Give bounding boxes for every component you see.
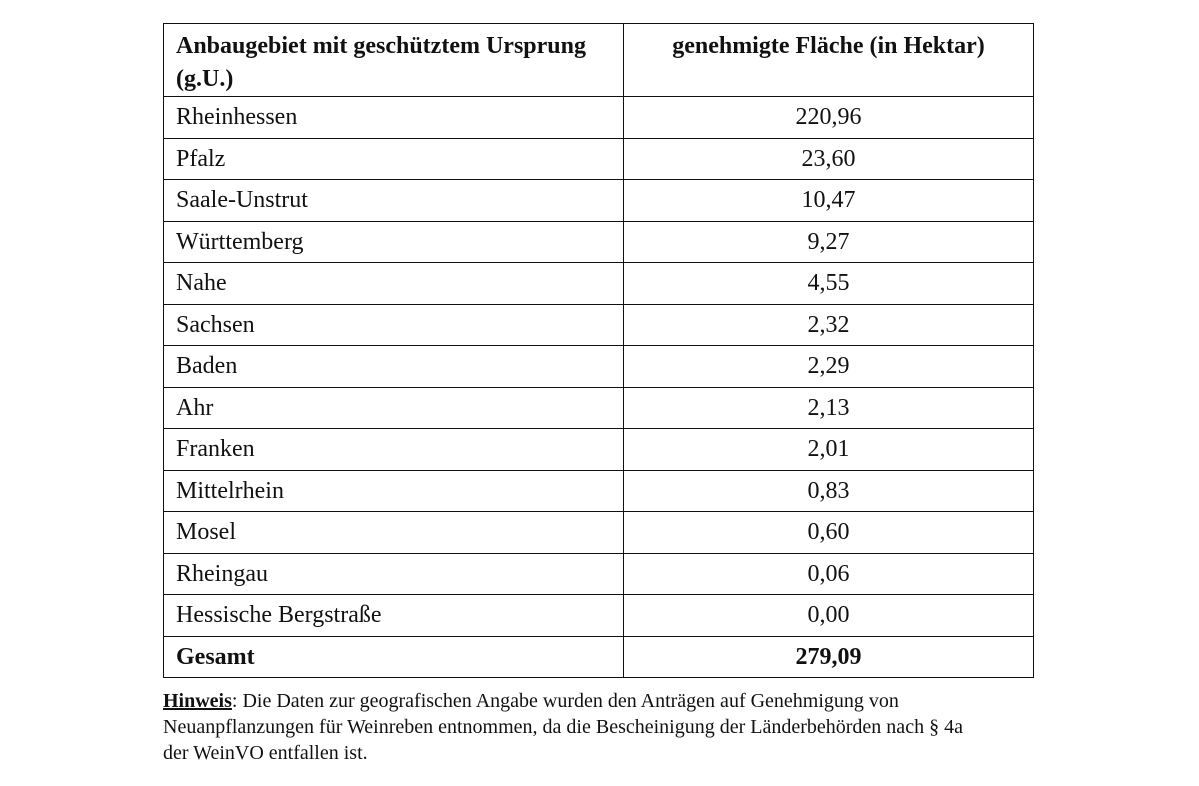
area-cell: 220,96 [624,97,1034,139]
area-cell: 0,83 [624,470,1034,512]
table-row [164,595,1034,637]
footnote-label: Hinweis [163,690,232,712]
area-cell: 10,47 [624,180,1034,222]
table-header-row [164,24,1034,97]
region-cell: Rheinhessen [164,97,624,139]
region-cell: Franken [164,429,624,471]
area-cell: 2,01 [624,429,1034,471]
area-cell: 0,00 [624,595,1034,637]
region-cell: Nahe [164,263,624,305]
region-cell: Ahr [164,387,624,429]
table-row [164,97,1034,139]
area-cell: 2,13 [624,387,1034,429]
table-row [164,346,1034,388]
total-label: Gesamt [164,636,624,678]
table-row [164,304,1034,346]
area-cell: 23,60 [624,138,1034,180]
document [163,23,1033,786]
table-row [164,263,1034,305]
area-cell: 2,32 [624,304,1034,346]
region-cell: Pfalz [164,138,624,180]
table-row [164,138,1034,180]
total-area: 279,09 [624,636,1034,678]
header-area: genehmigte Fläche (in Hektar) [624,24,1034,97]
table-row [164,470,1034,512]
region-cell: Mittelrhein [164,470,624,512]
area-cell: 9,27 [624,221,1034,263]
region-cell: Sachsen [164,304,624,346]
area-cell: 2,29 [624,346,1034,388]
region-cell: Rheingau [164,553,624,595]
total-row [164,636,1034,678]
region-cell: Baden [164,346,624,388]
region-cell: Hessische Bergstraße [164,595,624,637]
vineyard-area-table [163,23,1034,678]
table-row [164,387,1034,429]
table-row [164,512,1034,554]
table-row [164,429,1034,471]
region-cell: Saale-Unstrut [164,180,624,222]
area-cell: 0,06 [624,553,1034,595]
area-cell: 0,60 [624,512,1034,554]
table-body [164,97,1034,678]
header-region: Anbaugebiet mit geschütztem Ursprung (g.U.) [164,24,624,97]
footnote [163,688,993,766]
footnote-text: : Die Daten zur geografischen Angabe wurden den Anträgen auf Genehmigung von Neuanpflanzungen für Weinreben entnommen, da die Bescheinigung der Länderbehörden nach § 4a der WeinVO entfallen ist. [163,690,963,764]
table-row [164,221,1034,263]
table-row [164,553,1034,595]
region-cell: Mosel [164,512,624,554]
region-cell: Württemberg [164,221,624,263]
area-cell: 4,55 [624,263,1034,305]
table-row [164,180,1034,222]
